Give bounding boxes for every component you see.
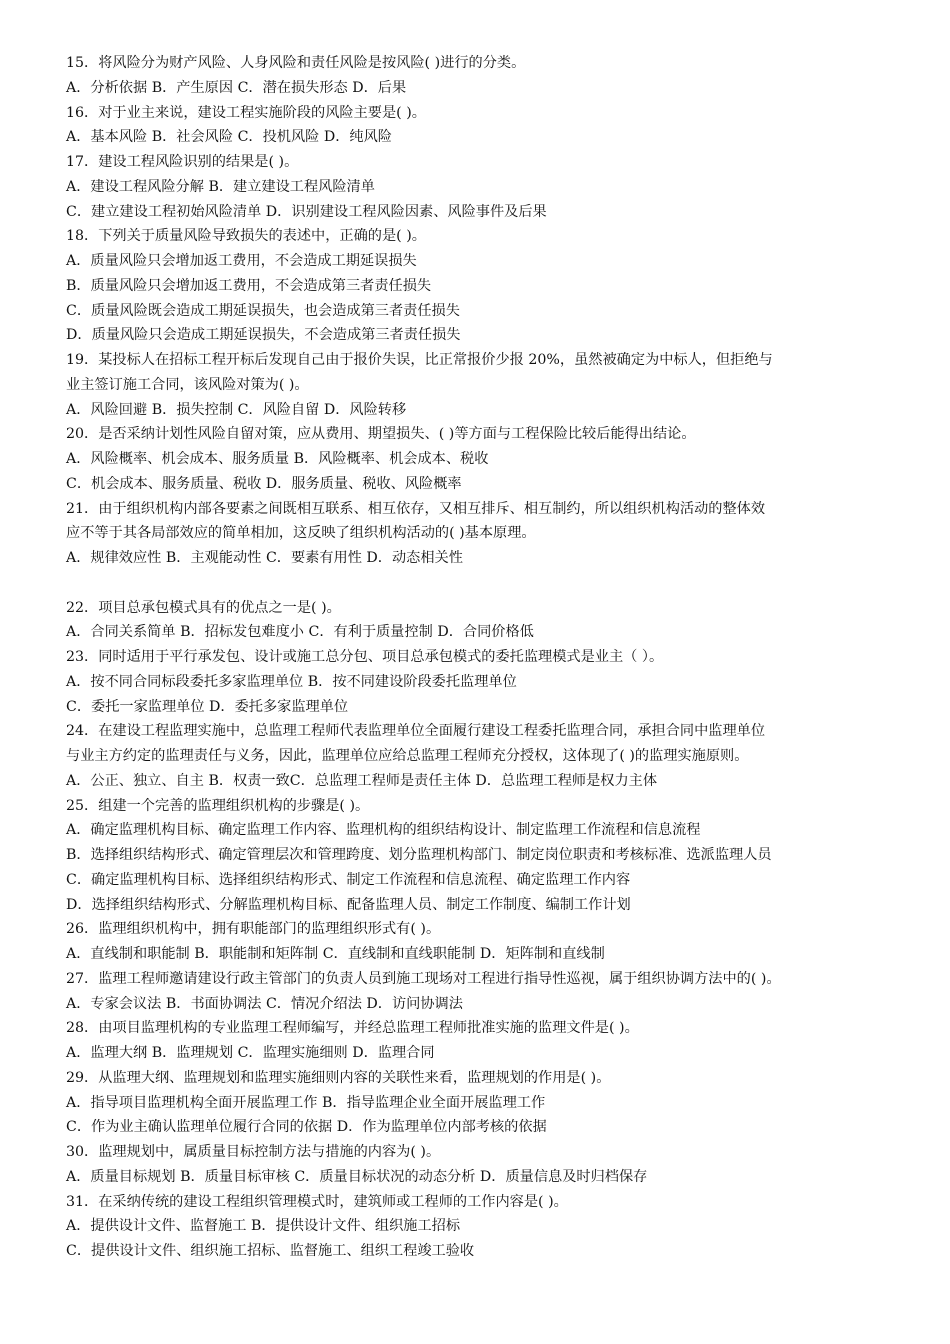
question-text: 29．从监理大纲、监理规划和监理实施细则内容的关联性来看，监理规划的作用是( )。 <box>66 1069 611 1086</box>
option-text: A．风险回避 B．损失控制 C．风险自留 D．风险转移 <box>66 401 407 418</box>
option-text: A．监理大纲 B．监理规划 C．监理实施细则 D．监理合同 <box>66 1045 435 1061</box>
option-text: C．建立建设工程初始风险清单 D．识别建设工程风险因素、风险事件及后果 <box>66 203 547 220</box>
option-text: A．规律效应性 B．主观能动性 C．要素有用性 D．动态相关性 <box>66 550 463 566</box>
question-text: 17．建设工程风险识别的结果是( )。 <box>66 154 299 170</box>
option-text: D．质量风险只会造成工期延误损失，不会造成第三者责任损失 <box>66 327 461 344</box>
option-text: A．质量风险只会增加返工费用，不会造成工期延误损失 <box>66 253 417 269</box>
question-text: 26．监理组织机构中，拥有职能部门的监理组织形式有( )。 <box>66 921 441 938</box>
option-text: C．质量风险既会造成工期延误损失，也会造成第三者责任损失 <box>66 302 460 319</box>
option-text: A．建设工程风险分解 B．建立建设工程风险清单 <box>66 178 375 195</box>
option-text: A．分析依据 B．产生原因 C．潜在损失形态 D．后果 <box>66 79 407 96</box>
option-text: A．基本风险 B．社会风险 C．投机风险 D．纯风险 <box>66 129 392 146</box>
option-text: D．选择组织结构形式、分解监理机构目标、配备监理人员、制定工作制度、编制工作计划 <box>66 896 631 913</box>
document-page <box>66 51 916 1264</box>
question-text: 25．组建一个完善的监理组织机构的步骤是( )。 <box>66 797 370 814</box>
question-text: 30．监理规划中，属质量目标控制方法与措施的内容为( )。 <box>66 1144 441 1160</box>
option-text: A．确定监理机构目标、确定监理工作内容、监理机构的组织结构设计、制定监理工作流程和信息流程 <box>66 822 701 839</box>
question-text: 28．由项目监理机构的专业监理工程师编写，并经总监理工程师批准实施的监理文件是( )。 <box>66 1020 639 1037</box>
question-text: 20．是否采纳计划性风险自留对策，应从费用、期望损失、( )等方面与工程保险比较后能得出结论。 <box>66 426 696 443</box>
option-text: C．确定监理机构目标、选择组织结构形式、制定工作流程和信息流程、确定监理工作内容 <box>66 871 631 888</box>
question-text: 24．在建设工程监理实施中，总监理工程师代表监理单位全面履行建设工程委托监理合同，承担合同中监理单位 <box>66 723 766 740</box>
option-text: 应不等于其各局部效应的简单相加，这反映了组织机构活动的( )基本原理。 <box>66 525 536 542</box>
question-text: 18．下列关于质量风险导致损失的表述中，正确的是( )。 <box>66 228 426 245</box>
option-text: A．质量目标规划 B．质量目标审核 C．质量目标状况的动态分析 D．质量信息及时归档保存 <box>66 1168 648 1185</box>
option-text: A．按不同合同标段委托多家监理单位 B．按不同建设阶段委托监理单位 <box>66 673 517 690</box>
option-text: C．作为业主确认监理单位履行合同的依据 D．作为监理单位内部考核的依据 <box>66 1119 547 1136</box>
option-text: A．直线制和职能制 B．职能制和矩阵制 C．直线制和直线职能制 D．矩阵制和直线制 <box>66 946 605 962</box>
option-text: C．提供设计文件、组织施工招标、监督施工、组织工程竣工验收 <box>66 1243 475 1259</box>
question-text: 19．某投标人在招标工程开标后发现自己由于报价失误，比正常报价少报 20%，虽然被确定为中标人，但拒绝与 <box>66 352 773 368</box>
option-text: B．质量风险只会增加返工费用，不会造成第三者责任损失 <box>66 277 432 294</box>
option-text: A．指导项目监理机构全面开展监理工作 B．指导监理企业全面开展监理工作 <box>66 1094 546 1111</box>
option-text: A．专家会议法 B．书面协调法 C．情况介绍法 D．访问协调法 <box>66 995 463 1012</box>
option-text: A．公正、独立、自主 B．权责一致C．总监理工程师是责任主体 D．总监理工程师是权力主体 <box>66 772 658 789</box>
option-text: C．机会成本、服务质量、税收 D．服务质量、税收、风险概率 <box>66 475 462 492</box>
option-text: 业主签订施工合同，该风险对策为( )。 <box>66 376 309 393</box>
blank-line <box>66 571 916 596</box>
question-text: 22．项目总承包模式具有的优点之一是( )。 <box>66 599 341 616</box>
question-text: 27．监理工程师邀请建设行政主管部门的负责人员到施工现场对工程进行指导性巡视，属于组织协调方法中的( )。 <box>66 970 781 987</box>
option-text: 与业主方约定的监理责任与义务，因此，监理单位应给总监理工程师充分授权，这体现了( )的监理实施原则。 <box>66 748 749 764</box>
question-text: 21．由于组织机构内部各要素之间既相互联系、相互依存，又相互排斥、相互制约，所以组织机构活动的整体效 <box>66 500 766 517</box>
question-text: 31．在采纳传统的建设工程组织管理模式时，建筑师或工程师的工作内容是( )。 <box>66 1193 568 1210</box>
option-text: A．合同关系简单 B．招标发包难度小 C．有利于质量控制 D．合同价格低 <box>66 624 534 641</box>
option-text: A．风险概率、机会成本、服务质量 B．风险概率、机会成本、税收 <box>66 451 489 467</box>
question-text: 15．将风险分为财产风险、人身风险和责任风险是按风险( )进行的分类。 <box>66 55 526 71</box>
question-text: 23．同时适用于平行承发包、设计或施工总分包、项目总承包模式的委托监理模式是业主（ ）。 <box>66 649 664 665</box>
option-text: C．委托一家监理单位 D．委托多家监理单位 <box>66 698 349 715</box>
question-text: 16．对于业主来说，建设工程实施阶段的风险主要是( )。 <box>66 104 426 121</box>
option-text: A．提供设计文件、监督施工 B．提供设计文件、组织施工招标 <box>66 1218 461 1235</box>
option-text: B．选择组织结构形式、确定管理层次和管理跨度、划分监理机构部门、制定岗位职责和考核标准、选派监理人员 <box>66 847 772 863</box>
